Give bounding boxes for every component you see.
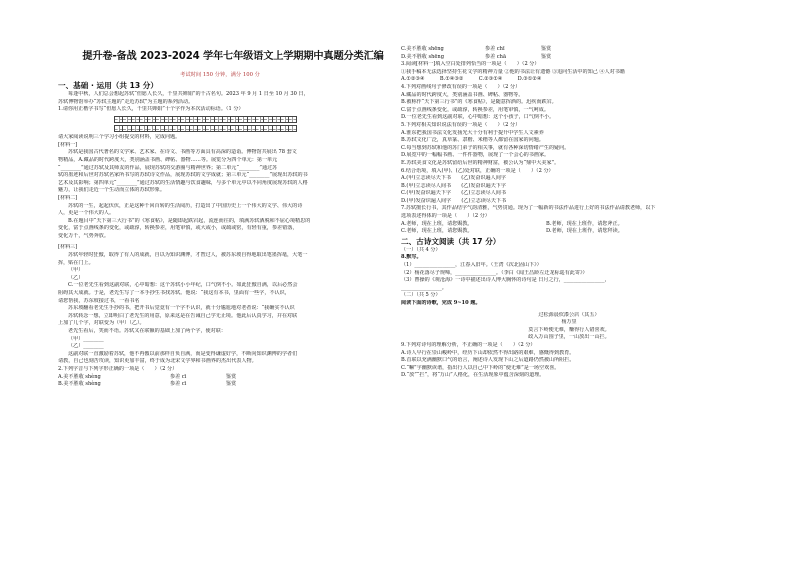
material-3-line: 苏轼年轻时狂傲，取得了有人的成就，自以为知识渊博，才智过人，被苏东坡自得地取出笔墨挥毫，大笔一 (68, 252, 308, 259)
fill-blank[interactable]: （3）曹操的《观沧海》一诗中描述出诗人博大胸怀的诗句是 日月之行，________________， (401, 277, 610, 284)
option-row[interactable]: C.老师，现在上班，请您赐教。 D.老师，现在上班作，请您拜读。 (401, 228, 623, 235)
material-3-line: 挥，贴在门上。 (58, 259, 94, 266)
poem-line: 莫言下岭便无难，赚得行人错喜欢。 (528, 326, 610, 333)
material-3-line: 这副对联一直激励着苏轼，他不再傲以前那样自负自满，而是变得谦虚好学，不断向知识渊博的学者们 (68, 350, 298, 357)
subsection-heading: （一）（共 4 分） (401, 246, 441, 253)
question-3-line: ①我手稿本无法选择坚持生花文学的精神力量 ②他的书法让有遗憾 ③追问生活中的知己 ④人对书籍 (401, 68, 625, 75)
option[interactable]: B.苏轼文化广泛，真草篆、隶楷、米楷等人都留在国家的问题。 (401, 137, 544, 144)
material-3-line: 老先生看后，笑而不语。苏轼又在联额的基础上加了两个字，使对联： (68, 328, 226, 334)
material-2-line: 人，更是一个伟大的人。 (58, 210, 115, 217)
option-row[interactable]: C.美不胜收 shēng 参差 chī 鉴赏 (401, 46, 552, 52)
material-2-line: 苏轼的一生，起起伏伏，正是这种千回百转的生活阅历，打造出了中国历史上一个伟大的文学、伟大的诗 (68, 202, 303, 209)
material-1-title: [材料一] (58, 141, 78, 148)
intro-line: 每逢中秋，人们总会想起苏轼“但愿人长久，千里共婵娟”的千古名句。2023 年 9 月 1 日至 10 月 30 日， (68, 91, 309, 97)
option[interactable]: C.(甲)发奋识遍天下字 (乙)立志读尽人间书 (401, 190, 506, 197)
material-1-line: “________”通过苏轼及其师友的作品，展现苏轼的交游圈与精神世界；第二单元“________”通过苏 (58, 164, 278, 171)
option[interactable]: D.“放”“拦”，将“万山”人格化，在生活现象中蕴含深刻的道理。 (401, 372, 545, 379)
material-1-line: 苏轼是我国古代著名的文学家、艺术家、在诗文、书画等方面具有高深的造诣。博物馆共展出 78 套文 (68, 149, 297, 156)
option[interactable]: D.展览中的一幅幅书画、一件件器物，展现了一个会心的书画家。 (401, 152, 550, 159)
answer-blank-jia[interactable]: （甲）________ (68, 335, 104, 342)
material-1-line: 魅力，让我们走近一个生动而立体的苏轼形象。 (58, 187, 165, 194)
option[interactable]: A.藏品的时代跨度大，类别涵盖书画、碑帖、器物等。 (401, 91, 524, 98)
material-3-line: 请您帮我，苏东坡接过书，一看书名 (58, 297, 140, 304)
option[interactable]: D.一位老先生看到这副对联，心中暗想：这个小孩子，口气倒不小。 (401, 114, 555, 121)
material-3-line: C.一位老先生看到这副对联，心中暗想：这个苏轼小小年纪，口气倒不小。如此狂傲自满，以后必然会 (68, 282, 298, 289)
option[interactable]: C.富于点画线条变化，或疏淳，转换参差，用笔审慎，一气呵成。 (401, 106, 549, 113)
question-9: 9.下列对诗句的理解分析，不正确的一项是（ ）（2 分） (401, 341, 536, 348)
reading-instruction: 阅读下面的诗歌，完成 9~10 题。 (401, 300, 481, 306)
material-3-line: 苏轼转念一想，立即明白了老先生的用意，原来这是在告诫自己学无止境。他此后认真学习，并在对联 (68, 312, 298, 319)
fill-blank[interactable]: ________________。 (401, 284, 447, 291)
option-row[interactable]: B.美不胜收 shèng 参差 cī 鉴赏 (58, 381, 237, 388)
question-3-options[interactable]: A.①②③④ B.①④③② C.②③①④ D.③①②④ (401, 76, 542, 83)
option[interactable]: A.诗人早行在崇山峻岭中，经历下山却依然不得出路的艰难，感慨得到教育。 (401, 349, 575, 356)
material-3-line: 上加了几个字，对联变为（甲）（乙）。 (58, 320, 145, 327)
question-7: 7.苏轼擅长行书，其作品结字气韵清雅，气势贯通。现为了一幅新的书法作品进行上好的书法作品请教老师，以下 (401, 205, 656, 212)
material-3-line: 请教，自己也刻苦攻读，知识更加丰富，终于成为北宋文学界和书画界的杰出代表人物。 (58, 358, 257, 365)
section-heading-poetry: 二、古诗文阅读（共 17 分） (401, 236, 501, 246)
poem-title: 过松源晨炊漆公店（其五） (538, 311, 600, 318)
subsection-heading: （二）（共 5 分） (401, 292, 441, 299)
material-1-line: 物精品，A.藏品的时代跨度大，类别涵盖书画、碑帖、器物……等。展览分为四个单元：第一单元 (58, 156, 278, 163)
material-3-line: 阻碍其大成就。于是，老先生写了一本手抄生书找苏轼。他说：“我这有本书，里面有一些字，不认识， (58, 290, 290, 297)
option[interactable]: B.被称作“天下第三行书”的《寒食帖》，是随意挥洒的。迅疾而跌宕。 (401, 99, 557, 106)
poem-line: 政入万山围子里，一山放出一山拦。 (528, 334, 610, 341)
material-2-line: B.在题目中“天下第三大行书”的《寒食帖》，是随即起跌宕起，流连而往的，填满苏轼洒脱和不屈心境精思的 (68, 217, 311, 224)
fill-blank[interactable]: （2）杨花落尽子规啼，________________。（李白《闻王昌龄左迁龙标遥有此寄》） (401, 269, 588, 276)
right-column (401, 46, 737, 380)
intro-line: 苏轼博物馆举办“苏轼主题的“走近苏轼”为主题的系列活动。 (58, 98, 194, 105)
question-5: 5.下列对相关知识说法有误的一项是（ ）（2 分） (401, 121, 521, 128)
page-title: 提升卷-备战 2023-2024 学年七年级语文上学期期中真题分类汇编 (82, 51, 384, 62)
material-2-line: 变化万千，气势奔放。 (58, 232, 109, 239)
option[interactable]: A.淮东把我国书法文化发扬光大十分有利于提升中学生人文素养 (401, 129, 544, 136)
writing-grid[interactable] (114, 125, 390, 132)
answer-blank-yi[interactable]: （乙）________ (68, 343, 104, 350)
question-8: 8.默写。 (401, 254, 422, 261)
option[interactable]: B.(甲)立志读尽人间书 (乙)发奋识遍天下字 (401, 182, 506, 189)
question-2: 2.下列字音与下列字形正确的一项是（ ）（2 分） (58, 365, 178, 372)
section-heading-basics: 一、基础 · 运用（共 13 分） (58, 81, 158, 90)
material-1-line: 艺术及其影响；第四单元“________”通过苏轼的生活情趣与饮食趣味，与多个单元中以不同角度展现苏轼的人格 (58, 179, 308, 186)
question-6: 6.结合语境，填入(甲)、(乙)处对联，正确的一项是（ ）（2 分） (401, 167, 554, 174)
poem-author: 杨万里 (561, 319, 577, 326)
option-row[interactable]: D.美不胜收 shēng 参差 chā 鉴赏 (401, 53, 552, 60)
question-4: 4.下列对画线句子修改有误的一项是（ ）（2 分） (401, 83, 521, 90)
option[interactable]: B.首联以充满幽默口气的语言，阐述诗人发现下山之后道路仍然被山所阻拦。 (401, 357, 575, 364)
option-row[interactable]: A.美不胜收 shèng 参差 cī 鉴赏 (58, 373, 237, 380)
material-2-line: 变化，富于点画线条的变化，或疏淳，转换参差，用笔审慎，或大或小，或疏或密，有轻有重，参差错落， (58, 225, 298, 232)
material-2-title: [材料二] (58, 194, 78, 201)
material-3-line: （甲） (68, 267, 84, 274)
left-column (58, 80, 390, 389)
option-row[interactable]: A.老师，现在上班，请您赐教。 B.老师，现在上班作，请您斧正。 (401, 220, 623, 227)
question-1: 1.请你用正楷字书写“但愿人长久，千里共婵娟”十个字作为本次活动标语。（1 分） (58, 106, 244, 113)
material-1-line: 轼的墨迹和后世对苏轼名家所书写的苏轼诗文作品，展现苏轼的文学成就；第三单元“________”展现出苏轼的书 (58, 172, 308, 179)
material-3-line: （乙） (68, 274, 84, 281)
option[interactable]: E.苏轼美食文化是苏轼留给后世的精神财富，被公认为“鼎中大美家”。 (401, 159, 560, 166)
option[interactable]: C.“嘛”字幽默诙谐，指出行人以自己中下岭的“使无难”是一场空欢喜。 (401, 364, 560, 371)
instruction-line: 请大家阅读说明三个学习小组提交的材料，完成问题。 (58, 134, 181, 141)
option[interactable]: D.(甲)发奋识遍人间字 (乙)立志读尽天下书 (401, 197, 507, 204)
exam-info: 考试时间 150 分钟，满分 100 分 (180, 72, 260, 78)
option[interactable]: A.(甲)立志读尽天下书 (乙)发奋识遍人间字 (401, 175, 506, 182)
question-7-line: 选项表述得体的一项是（ ）（2 分） (401, 213, 490, 220)
material-3-line: 苏东坡翻看老先生手抄的书，把开书后觉竟有一个字不认识，就十分尴尬地对老者说：“我确实不认识 (68, 305, 295, 312)
writing-grid[interactable] (114, 116, 390, 123)
material-3-title: [材料三] (58, 244, 78, 251)
question-3: 3.阅读[材料一]填入空白处排列恰当的一项是（ ）（2 分） (401, 61, 540, 68)
option[interactable]: C.每当想到苏轼和他的苏门弟子的相关事，就有各种深切情绪产生的疑问。 (401, 144, 570, 151)
fill-blank[interactable]: （1）________________，江春入旧年。（王湾《次北固山下》） (401, 262, 542, 269)
